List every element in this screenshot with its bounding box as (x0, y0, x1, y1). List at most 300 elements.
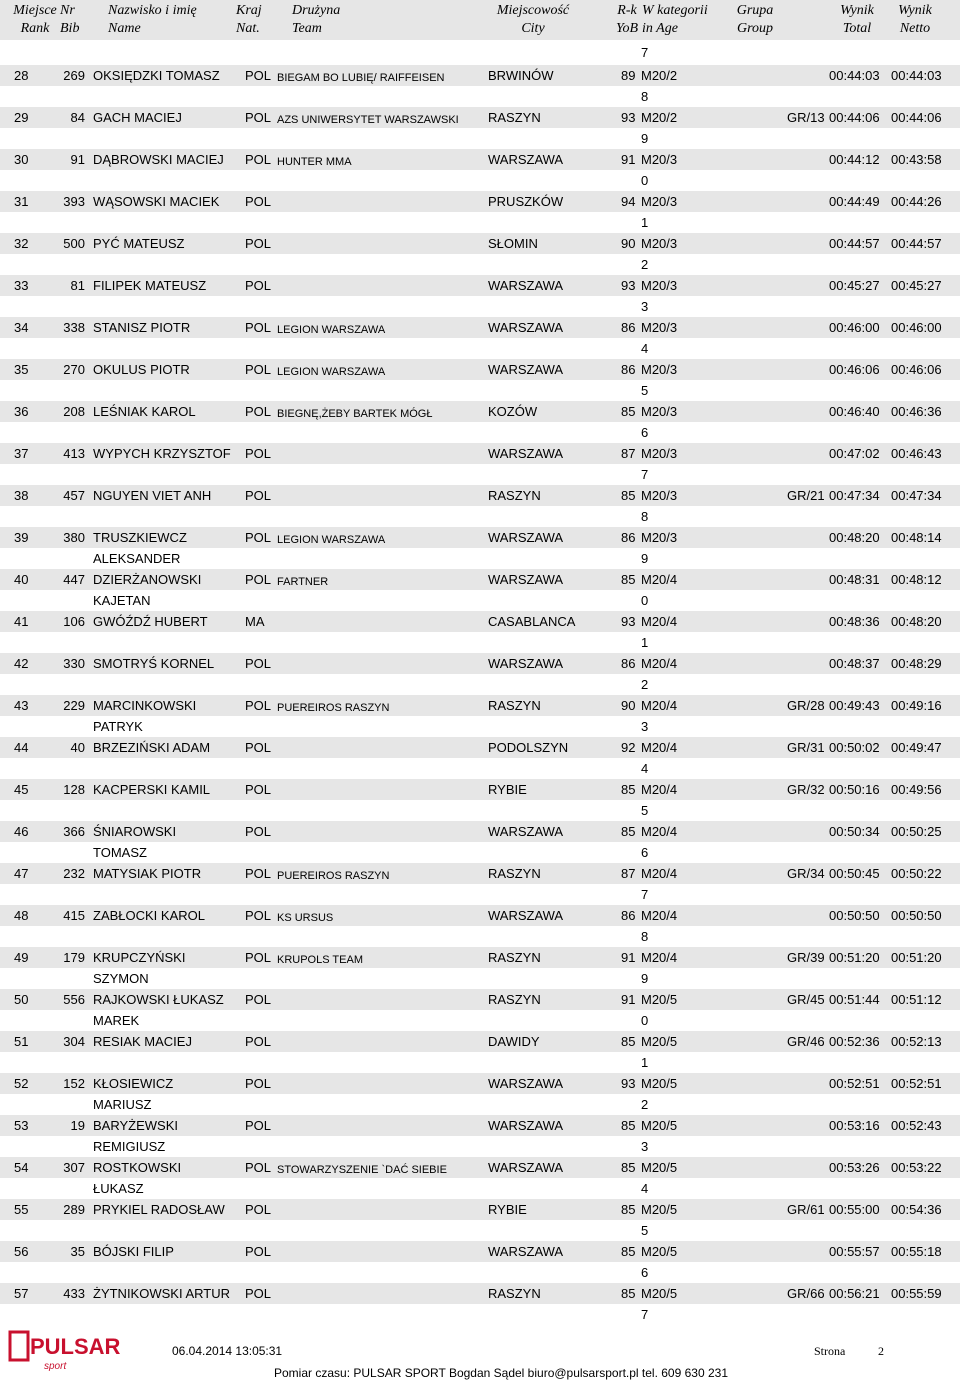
city-cell: WARSZAWA (488, 1244, 564, 1259)
name-cell: PRYKIEL RADOSŁAW (93, 1202, 225, 1217)
header-team: Drużyna Team (292, 3, 341, 36)
city-cell: KOZÓW (488, 404, 538, 419)
category-rank-carry-digit: 1 (641, 635, 649, 650)
total-time-cell: 00:44:12 (829, 152, 880, 167)
category-rank-carry-digit: 7 (641, 467, 649, 482)
header-yob: R-k YoB (615, 3, 639, 36)
total-time-cell: 00:53:26 (829, 1160, 880, 1175)
team-cell: PUEREIROS RASZYN (277, 702, 390, 714)
header-netto: Wynik Netto (898, 3, 932, 36)
category-cell: M20/3 (641, 152, 678, 167)
yob-cell: 92 (621, 740, 636, 755)
group-cell: GR/28 (787, 698, 825, 713)
category-cell: M20/4 (641, 950, 678, 965)
rank-cell: 39 (14, 530, 29, 545)
rank-cell: 30 (14, 152, 29, 167)
name-cell: LEŚNIAK KAROL (93, 404, 196, 419)
total-time-cell: 00:50:02 (829, 740, 880, 755)
rank-cell: 40 (14, 572, 29, 587)
logo-wordmark: PULSAR (30, 1334, 120, 1359)
yob-cell: 85 (621, 1286, 636, 1301)
rank-cell: 52 (14, 1076, 29, 1091)
nat-cell: POL (245, 950, 272, 965)
netto-time-cell: 00:55:59 (891, 1286, 942, 1301)
header-group: Grupa Group (736, 3, 774, 36)
city-cell: WARSZAWA (488, 1118, 564, 1133)
yob-cell: 91 (621, 152, 636, 167)
netto-time-cell: 00:47:34 (891, 488, 942, 503)
table-row (0, 716, 960, 776)
category-cell: M20/4 (641, 908, 678, 923)
category-rank-carry-digit: 9 (641, 971, 649, 986)
bib-cell: 433 (63, 1286, 85, 1301)
netto-time-cell: 00:51:12 (891, 992, 942, 1007)
total-time-cell: 00:50:34 (829, 824, 880, 839)
bib-cell: 330 (63, 656, 85, 671)
total-time-cell: 00:56:21 (829, 1286, 880, 1301)
rank-cell: 46 (14, 824, 29, 839)
city-cell: WARSZAWA (488, 908, 564, 923)
total-time-cell: 00:44:49 (829, 194, 880, 209)
netto-time-cell: 00:52:43 (891, 1118, 942, 1133)
name-continuation: KAJETAN (93, 593, 151, 608)
table-row (0, 758, 960, 818)
name-cell: KRUPCZYŃSKI (93, 950, 186, 965)
nat-cell: POL (245, 908, 272, 923)
nat-cell: POL (245, 236, 272, 251)
yob-cell: 86 (621, 530, 636, 545)
group-cell: GR/13 (787, 110, 825, 125)
netto-time-cell: 00:44:06 (891, 110, 942, 125)
name-cell: TRUSZKIEWCZ (93, 530, 187, 545)
rank-cell: 49 (14, 950, 29, 965)
category-rank-carry-digit: 7 (641, 1307, 649, 1322)
name-continuation: MAREK (93, 1013, 140, 1028)
yob-cell: 85 (621, 1160, 636, 1175)
team-cell: BIEGAM BO LUBIĘ/ RAIFFEISEN (277, 72, 445, 84)
logo-frame (10, 1332, 28, 1360)
team-cell: HUNTER MMA (277, 156, 352, 168)
rank-cell: 50 (14, 992, 29, 1007)
nat-cell: POL (245, 194, 272, 209)
total-time-cell: 00:52:51 (829, 1076, 880, 1091)
netto-time-cell: 00:49:56 (891, 782, 942, 797)
name-cell: MATYSIAK PIOTR (93, 866, 202, 881)
netto-time-cell: 00:44:26 (891, 194, 942, 209)
name-continuation: PATRYK (93, 719, 143, 734)
nat-cell: POL (245, 992, 272, 1007)
netto-time-cell: 00:43:58 (891, 152, 942, 167)
timing-credits: Pomiar czasu: PULSAR SPORT Bogdan Sądel biuro@pulsarsport.pl tel. 609 630 231 (274, 1366, 728, 1380)
rank-cell: 35 (14, 362, 29, 377)
yob-cell: 85 (621, 1244, 636, 1259)
city-cell: WARSZAWA (488, 320, 564, 335)
rank-cell: 44 (14, 740, 29, 755)
rank-cell: 54 (14, 1160, 29, 1175)
netto-time-cell: 00:55:18 (891, 1244, 942, 1259)
rank-cell: 32 (14, 236, 29, 251)
rank-cell: 55 (14, 1202, 29, 1217)
category-rank-carry-digit: 6 (641, 1265, 649, 1280)
netto-time-cell: 00:44:03 (891, 68, 942, 83)
nat-cell: POL (245, 782, 272, 797)
name-continuation: REMIGIUSZ (93, 1139, 166, 1154)
yob-cell: 93 (621, 110, 636, 125)
yob-cell: 86 (621, 908, 636, 923)
netto-time-cell: 00:48:20 (891, 614, 942, 629)
bib-cell: 81 (70, 278, 85, 293)
yob-cell: 93 (621, 1076, 636, 1091)
logo-subtext: sport (44, 1361, 67, 1372)
group-cell: GR/32 (787, 782, 825, 797)
group-cell: GR/39 (787, 950, 825, 965)
netto-time-cell: 00:49:16 (891, 698, 942, 713)
nat-cell: POL (245, 68, 272, 83)
netto-time-cell: 00:54:36 (891, 1202, 942, 1217)
yob-cell: 85 (621, 824, 636, 839)
total-time-cell: 00:44:57 (829, 236, 880, 251)
city-cell: WARSZAWA (488, 530, 564, 545)
bib-cell: 338 (63, 320, 85, 335)
group-cell: GR/66 (787, 1286, 825, 1301)
bib-cell: 152 (63, 1076, 85, 1091)
category-rank-carry-digit: 5 (641, 383, 649, 398)
city-cell: WARSZAWA (488, 278, 564, 293)
city-cell: RASZYN (488, 110, 541, 125)
nat-cell: POL (245, 404, 272, 419)
bib-cell: 208 (63, 404, 85, 419)
table-row (0, 842, 960, 902)
rank-cell: 48 (14, 908, 29, 923)
category-cell: M20/5 (641, 1160, 678, 1175)
table-row (0, 548, 960, 608)
name-cell: STANISZ PIOTR (93, 320, 191, 335)
rank-cell: 36 (14, 404, 29, 419)
name-cell: OKSIĘDZKI TOMASZ (93, 68, 220, 83)
yob-cell: 90 (621, 698, 636, 713)
category-rank-carry-digit: 2 (641, 257, 649, 272)
total-time-cell: 00:48:37 (829, 656, 880, 671)
yob-cell: 87 (621, 866, 636, 881)
category-cell: M20/5 (641, 1202, 678, 1217)
nat-cell: POL (245, 1244, 272, 1259)
yob-cell: 87 (621, 446, 636, 461)
yob-cell: 85 (621, 488, 636, 503)
category-cell: M20/4 (641, 614, 678, 629)
total-time-cell: 00:46:06 (829, 362, 880, 377)
city-cell: RASZYN (488, 992, 541, 1007)
table-row (0, 926, 960, 986)
netto-time-cell: 00:44:57 (891, 236, 942, 251)
category-cell: M20/3 (641, 404, 678, 419)
name-cell: GWÓŹDŹ HUBERT (93, 614, 208, 629)
category-rank-carry-digit: 6 (641, 425, 649, 440)
yob-cell: 91 (621, 992, 636, 1007)
category-rank-carry-digit: 4 (641, 341, 649, 356)
bib-cell: 84 (70, 110, 85, 125)
name-cell: BARYŻEWSKI (93, 1118, 179, 1133)
city-cell: WARSZAWA (488, 152, 564, 167)
bib-cell: 179 (63, 950, 85, 965)
bib-cell: 307 (63, 1160, 85, 1175)
total-time-cell: 00:50:45 (829, 866, 880, 881)
name-cell: ŚNIAROWSKI (93, 824, 177, 839)
name-cell: RAJKOWSKI ŁUKASZ (93, 992, 224, 1007)
name-cell: DZIERŻANOWSKI (93, 572, 202, 587)
top-carry-digit: 7 (641, 45, 649, 60)
city-cell: WARSZAWA (488, 656, 564, 671)
category-cell: M20/4 (641, 698, 678, 713)
bib-cell: 447 (63, 572, 85, 587)
netto-time-cell: 00:46:43 (891, 446, 942, 461)
city-cell: RASZYN (488, 866, 541, 881)
team-cell: LEGION WARSZAWA (277, 366, 386, 378)
total-time-cell: 00:45:27 (829, 278, 880, 293)
nat-cell: POL (245, 110, 272, 125)
rank-cell: 28 (14, 68, 29, 83)
category-cell: M20/3 (641, 278, 678, 293)
nat-cell: POL (245, 656, 272, 671)
category-cell: M20/5 (641, 1118, 678, 1133)
netto-time-cell: 00:48:14 (891, 530, 942, 545)
team-cell: LEGION WARSZAWA (277, 534, 386, 546)
total-time-cell: 00:47:34 (829, 488, 880, 503)
netto-time-cell: 00:49:47 (891, 740, 942, 755)
page-label: Strona (814, 1344, 846, 1358)
netto-time-cell: 00:48:12 (891, 572, 942, 587)
nat-cell: POL (245, 152, 272, 167)
yob-cell: 86 (621, 362, 636, 377)
bib-cell: 35 (70, 1244, 85, 1259)
city-cell: SŁOMIN (488, 236, 538, 251)
yob-cell: 85 (621, 1118, 636, 1133)
bib-cell: 415 (63, 908, 85, 923)
bib-cell: 289 (63, 1202, 85, 1217)
name-cell: MARCINKOWSKI (93, 698, 197, 713)
bib-cell: 366 (63, 824, 85, 839)
nat-cell: POL (245, 1160, 272, 1175)
rank-cell: 53 (14, 1118, 29, 1133)
name-cell: OKULUS PIOTR (93, 362, 190, 377)
table-row (0, 674, 960, 734)
table-row (0, 1094, 960, 1154)
category-cell: M20/5 (641, 1286, 678, 1301)
total-time-cell: 00:51:20 (829, 950, 880, 965)
table-row (0, 632, 960, 692)
group-cell: GR/34 (787, 866, 825, 881)
table-row (0, 1220, 960, 1280)
table-row (0, 800, 960, 860)
city-cell: RYBIE (488, 1202, 527, 1217)
table-row (0, 506, 960, 566)
team-cell: KS URSUS (277, 912, 334, 924)
total-time-cell: 00:49:43 (829, 698, 880, 713)
header-nat: Kraj Nat. (236, 3, 262, 36)
group-cell: GR/31 (787, 740, 825, 755)
table-row (0, 170, 960, 230)
yob-cell: 86 (621, 320, 636, 335)
category-rank-carry-digit: 7 (641, 887, 649, 902)
team-cell: AZS UNIWERSYTET WARSZAWSKI (277, 114, 459, 126)
yob-cell: 94 (621, 194, 636, 209)
category-rank-carry-digit: 1 (641, 1055, 649, 1070)
city-cell: RASZYN (488, 1286, 541, 1301)
rank-cell: 42 (14, 656, 29, 671)
category-rank-carry-digit: 3 (641, 1139, 649, 1154)
name-cell: ŻYTNIKOWSKI ARTUR (93, 1286, 230, 1301)
netto-time-cell: 00:46:00 (891, 320, 942, 335)
category-cell: M20/4 (641, 782, 678, 797)
group-cell: GR/45 (787, 992, 825, 1007)
yob-cell: 93 (621, 278, 636, 293)
table-header (0, 0, 960, 40)
name-continuation: TOMASZ (93, 845, 147, 860)
category-rank-carry-digit: 1 (641, 215, 649, 230)
category-rank-carry-digit: 2 (641, 1097, 649, 1112)
category-cell: M20/4 (641, 866, 678, 881)
netto-time-cell: 00:46:36 (891, 404, 942, 419)
name-continuation: MARIUSZ (93, 1097, 152, 1112)
category-rank-carry-digit: 4 (641, 1181, 649, 1196)
rank-cell: 29 (14, 110, 29, 125)
category-rank-carry-digit: 0 (641, 593, 649, 608)
bib-cell: 232 (63, 866, 85, 881)
total-time-cell: 00:50:16 (829, 782, 880, 797)
nat-cell: POL (245, 278, 272, 293)
team-cell: LEGION WARSZAWA (277, 324, 386, 336)
netto-time-cell: 00:46:06 (891, 362, 942, 377)
yob-cell: 85 (621, 404, 636, 419)
nat-cell: POL (245, 362, 272, 377)
nat-cell: POL (245, 1118, 272, 1133)
print-datetime: 06.04.2014 13:05:31 (172, 1344, 283, 1358)
category-cell: M20/4 (641, 740, 678, 755)
category-cell: M20/2 (641, 68, 678, 83)
nat-cell: POL (245, 572, 272, 587)
yob-cell: 89 (621, 68, 636, 83)
bib-cell: 413 (63, 446, 85, 461)
name-cell: PYĆ MATEUSZ (93, 236, 185, 251)
category-cell: M20/3 (641, 446, 678, 461)
category-cell: M20/5 (641, 992, 678, 1007)
city-cell: RASZYN (488, 698, 541, 713)
nat-cell: POL (245, 446, 272, 461)
yob-cell: 85 (621, 1034, 636, 1049)
table-row (0, 590, 960, 650)
netto-time-cell: 00:50:22 (891, 866, 942, 881)
bib-cell: 393 (63, 194, 85, 209)
category-rank-carry-digit: 6 (641, 845, 649, 860)
team-cell: FARTNER (277, 576, 329, 588)
netto-time-cell: 00:50:25 (891, 824, 942, 839)
group-cell: GR/21 (787, 488, 825, 503)
name-cell: RESIAK MACIEJ (93, 1034, 192, 1049)
name-cell: KŁOSIEWICZ (93, 1076, 174, 1091)
category-cell: M20/5 (641, 1034, 678, 1049)
nat-cell: POL (245, 698, 272, 713)
yob-cell: 86 (621, 656, 636, 671)
bib-cell: 19 (70, 1118, 85, 1133)
category-cell: M20/4 (641, 572, 678, 587)
name-cell: BÓJSKI FILIP (93, 1244, 174, 1259)
rank-cell: 41 (14, 614, 29, 629)
category-cell: M20/3 (641, 236, 678, 251)
category-cell: M20/4 (641, 824, 678, 839)
page-number: 2 (878, 1344, 884, 1358)
bib-cell: 91 (70, 152, 85, 167)
header-category: W kategorii in Age (642, 3, 708, 36)
yob-cell: 91 (621, 950, 636, 965)
city-cell: RASZYN (488, 950, 541, 965)
table-row (0, 1136, 960, 1196)
group-cell: GR/46 (787, 1034, 825, 1049)
name-continuation: SZYMON (93, 971, 149, 986)
rank-cell: 56 (14, 1244, 29, 1259)
table-row (0, 212, 960, 272)
total-time-cell: 00:55:00 (829, 1202, 880, 1217)
nat-cell: POL (245, 1286, 272, 1301)
team-cell: KRUPOLS TEAM (277, 954, 363, 966)
total-time-cell: 00:53:16 (829, 1118, 880, 1133)
category-rank-carry-digit: 0 (641, 1013, 649, 1028)
name-cell: SMOTRYŚ KORNEL (93, 656, 215, 671)
table-row (0, 338, 960, 398)
total-time-cell: 00:48:31 (829, 572, 880, 587)
total-time-cell: 00:46:00 (829, 320, 880, 335)
yob-cell: 90 (621, 236, 636, 251)
table-row (0, 464, 960, 524)
total-time-cell: 00:44:03 (829, 68, 880, 83)
city-cell: WARSZAWA (488, 824, 564, 839)
name-cell: KACPERSKI KAMIL (93, 782, 211, 797)
nat-cell: MA (245, 614, 265, 629)
nat-cell: POL (245, 740, 272, 755)
nat-cell: POL (245, 824, 272, 839)
team-cell: STOWARZYSZENIE `DAĆ SIEBIE (277, 1164, 447, 1176)
category-rank-carry-digit: 4 (641, 761, 649, 776)
name-cell: WYPYCH KRZYSZTOF (93, 446, 231, 461)
category-rank-carry-digit: 3 (641, 719, 649, 734)
name-cell: WĄSOWSKI MACIEK (93, 194, 220, 209)
bib-cell: 457 (63, 488, 85, 503)
table-row (0, 380, 960, 440)
table-row (0, 254, 960, 314)
category-rank-carry-digit: 0 (641, 173, 649, 188)
name-cell: GACH MACIEJ (93, 110, 182, 125)
category-cell: M20/2 (641, 110, 678, 125)
page-footer (0, 1326, 960, 1384)
team-cell: PUEREIROS RASZYN (277, 870, 390, 882)
city-cell: WARSZAWA (488, 1160, 564, 1175)
bib-cell: 229 (63, 698, 85, 713)
total-time-cell: 00:48:36 (829, 614, 880, 629)
yob-cell: 85 (621, 782, 636, 797)
category-cell: M20/3 (641, 488, 678, 503)
rank-cell: 33 (14, 278, 29, 293)
category-rank-carry-digit: 3 (641, 299, 649, 314)
name-cell: BRZEZIŃSKI ADAM (93, 740, 211, 755)
table-row (0, 422, 960, 482)
city-cell: DAWIDY (488, 1034, 540, 1049)
name-cell: ZABŁOCKI KAROL (93, 908, 205, 923)
rank-cell: 38 (14, 488, 29, 503)
category-cell: M20/3 (641, 194, 678, 209)
yob-cell: 93 (621, 614, 636, 629)
nat-cell: POL (245, 1076, 272, 1091)
table-row (0, 44, 960, 104)
total-time-cell: 00:46:40 (829, 404, 880, 419)
nat-cell: POL (245, 866, 272, 881)
